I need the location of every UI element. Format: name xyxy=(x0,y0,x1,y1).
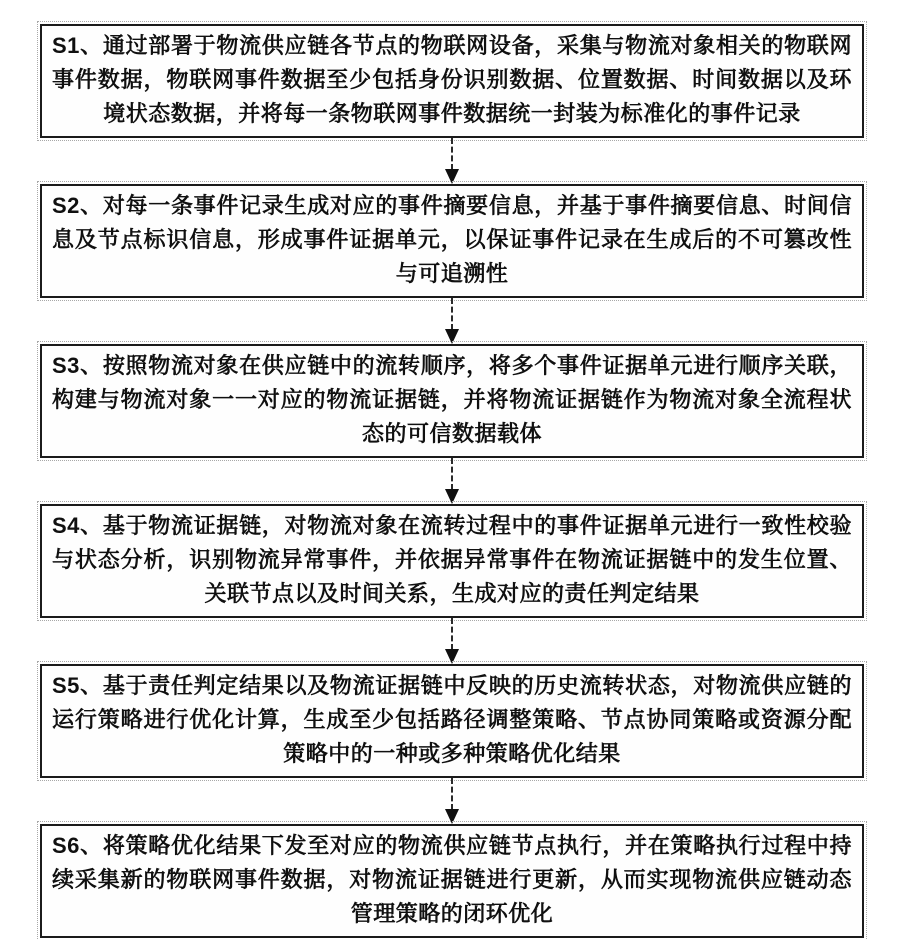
step-s3-text: S3、按照物流对象在供应链中的流转顺序，将多个事件证据单元进行顺序关联，构建与物流对象一一对应的物流证据链，并将物流证据链作为物流对象全流程状态的可信数据载体 xyxy=(52,353,852,446)
flow-arrow-3 xyxy=(0,458,904,504)
arrow-line xyxy=(451,138,453,170)
arrow-down-icon xyxy=(445,809,459,824)
arrow-down-icon xyxy=(445,489,459,504)
flow-step-s3 xyxy=(40,344,864,458)
arrow-line xyxy=(451,618,453,650)
arrow-down-icon xyxy=(445,329,459,344)
step-s6-text: S6、将策略优化结果下发至对应的物流供应链节点执行，并在策略执行过程中持续采集新的物联网事件数据，对物流证据链进行更新，从而实现物流供应链动态管理策略的闭环优化 xyxy=(52,833,852,926)
arrow-line xyxy=(451,298,453,330)
step-s4-text: S4、基于物流证据链，对物流对象在流转过程中的事件证据单元进行一致性校验与状态分析，识别物流异常事件，并依据异常事件在物流证据链中的发生位置、关联节点以及时间关系，生成对应的责任判定结果 xyxy=(52,513,852,606)
arrow-down-icon xyxy=(445,169,459,184)
step-s5-text: S5、基于责任判定结果以及物流证据链中反映的历史流转状态，对物流供应链的运行策略进行优化计算，生成至少包括路径调整策略、节点协同策略或资源分配策略中的一种或多种策略优化结果 xyxy=(52,673,852,766)
flow-step-s1 xyxy=(40,24,864,138)
step-s1-text: S1、通过部署于物流供应链各节点的物联网设备，采集与物流对象相关的物联网事件数据，物联网事件数据至少包括身份识别数据、位置数据、时间数据以及环境状态数据，并将每一条物联网事件数据统一封装为标准化的事件记录 xyxy=(52,33,852,126)
flow-step-s5 xyxy=(40,664,864,778)
arrow-down-icon xyxy=(445,649,459,664)
arrow-line xyxy=(451,778,453,810)
flow-arrow-1 xyxy=(0,138,904,184)
flow-step-s4 xyxy=(40,504,864,618)
flow-arrow-4 xyxy=(0,618,904,664)
flow-step-s6 xyxy=(40,824,864,938)
flow-arrow-2 xyxy=(0,298,904,344)
flow-arrow-5 xyxy=(0,778,904,824)
flow-step-s2 xyxy=(40,184,864,298)
arrow-line xyxy=(451,458,453,490)
flowchart xyxy=(0,24,904,938)
step-s2-text: S2、对每一条事件记录生成对应的事件摘要信息，并基于事件摘要信息、时间信息及节点标识信息，形成事件证据单元，以保证事件记录在生成后的不可篡改性与可追溯性 xyxy=(52,193,852,286)
